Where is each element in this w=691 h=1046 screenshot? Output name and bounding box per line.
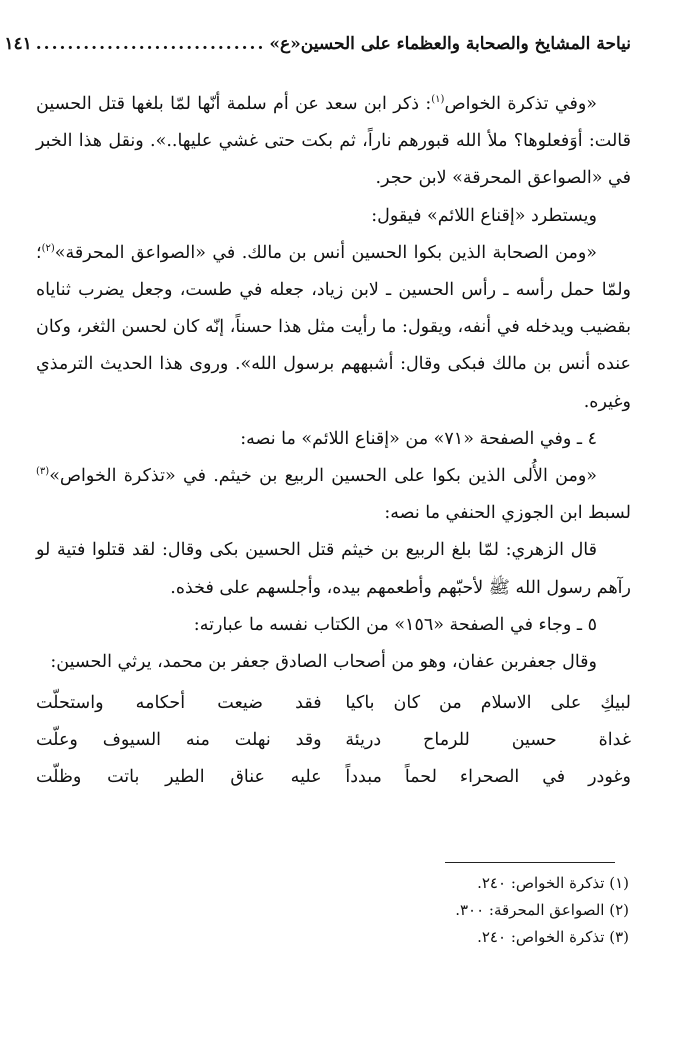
paragraph [36,532,631,606]
verse-second-hemistich: فقد ضيعت أحكامه واستحلّت [36,693,322,714]
text-run: «ومن الأُلى الذين بكوا على الحسين الربيع بن خيثم. في «تذكرة الخواص» [49,466,597,487]
running-title: نياحة المشايخ والصحابة والعظماء على الحسين«ع» [269,34,631,54]
footnote-ref: (٢) [41,242,55,254]
poem-verse [36,759,631,796]
footnote [329,870,629,897]
text-run: ٥ ـ وجاء في الصفحة «١٥٦» من الكتاب نفسه ما عبارته: [193,614,597,635]
footnote [329,924,629,951]
section-item-5 [36,607,631,644]
footnote-text: الصواعق المحرقة: ٣٠٠. [455,901,605,919]
verse-second-hemistich: عليه عناق الطير باتت وظلّت [36,767,322,788]
poem-verse [36,722,631,759]
text-run: ؛ ولمّا حمل رأسه ـ رأس الحسين ـ لابن زياد، جعله في طست، وجعل يضرب ثناياه بقضيب ويدخله في أنفه، ويقول: ما رأيت مثل هذا حسناً، إنّه كان لحسن الثغر، وكان عنده أنس بن مالك فبكى وقال: أشبههم برسول الله». وروى هذا الحديث الترمذي وغيره. [36,242,631,412]
text-run: لسبط ابن الجوزي الحنفي ما نصه: [384,503,631,524]
poem [36,685,631,796]
paragraph [36,458,631,532]
footnote-text: تذكرة الخواص: ٢٤٠. [477,928,605,946]
paragraph [36,198,631,235]
text-run: : ذكر ابن سعد عن أم سلمة أنّها لمّا بلغها قتل الحسين قالت: أوَفعلوها؟ ملأ الله قبورهم ناراً، ثم بكت حتى غشي عليها..». ونقل هذا الخبر في «الصواعق المحرقة» لابن حجر. [36,94,631,189]
footnote [329,897,629,924]
footnote-divider [445,862,615,863]
footnote-number: (٣) [609,928,629,946]
footnotes [329,870,629,951]
paragraph [36,644,631,681]
text-run: «وفي تذكرة الخواص [444,94,597,114]
footnote-number: (١) [609,874,629,892]
text-run: «ومن الصحابة الذين بكوا الحسين أنس بن مالك. في «الصواعق المحرقة» [54,242,597,263]
text-run: ويستطرد «إقناع اللائم» فيقول: [371,205,597,226]
footnote-ref: (١) [431,94,445,106]
paragraph [36,86,631,198]
page-number: ١٤١ [4,34,32,54]
verse-first-hemistich: غداة حسين للرماح دريئة [345,730,631,751]
section-item-4 [36,421,631,458]
running-header [4,34,631,54]
page-body [36,86,631,796]
footnote-number: (٢) [609,901,629,919]
verse-first-hemistich: لبيكِ على الاسلام من كان باكيا [345,693,631,714]
text-run: وقال جعفربن عفان، وهو من أصحاب الصادق جعفر بن محمد، يرثي الحسين: [50,652,597,673]
verse-second-hemistich: وقد نهلت منه السيوف وعلّت [36,730,322,751]
footnote-text: تذكرة الخواص: ٢٤٠. [477,874,605,892]
text-run: ٤ ـ وفي الصفحة «٧١» من «إقناع اللائم» ما نصه: [240,428,597,449]
leader-dots: ............................. [35,34,266,54]
text-run: قال الزهري: لمّا بلغ الربيع بن خيثم قتل الحسين بكى وقال: لقد قتلوا فتية لو رآهم رسول الله ﷺ لأحبّهم وأطعمهم بيده، وأجلسهم على فخذه. [36,540,631,598]
poem-verse [36,685,631,722]
footnote-ref: (٣) [36,466,50,478]
verse-first-hemistich: وغودر في الصحراء لحماً مبدداً [345,767,631,788]
paragraph [36,235,631,421]
